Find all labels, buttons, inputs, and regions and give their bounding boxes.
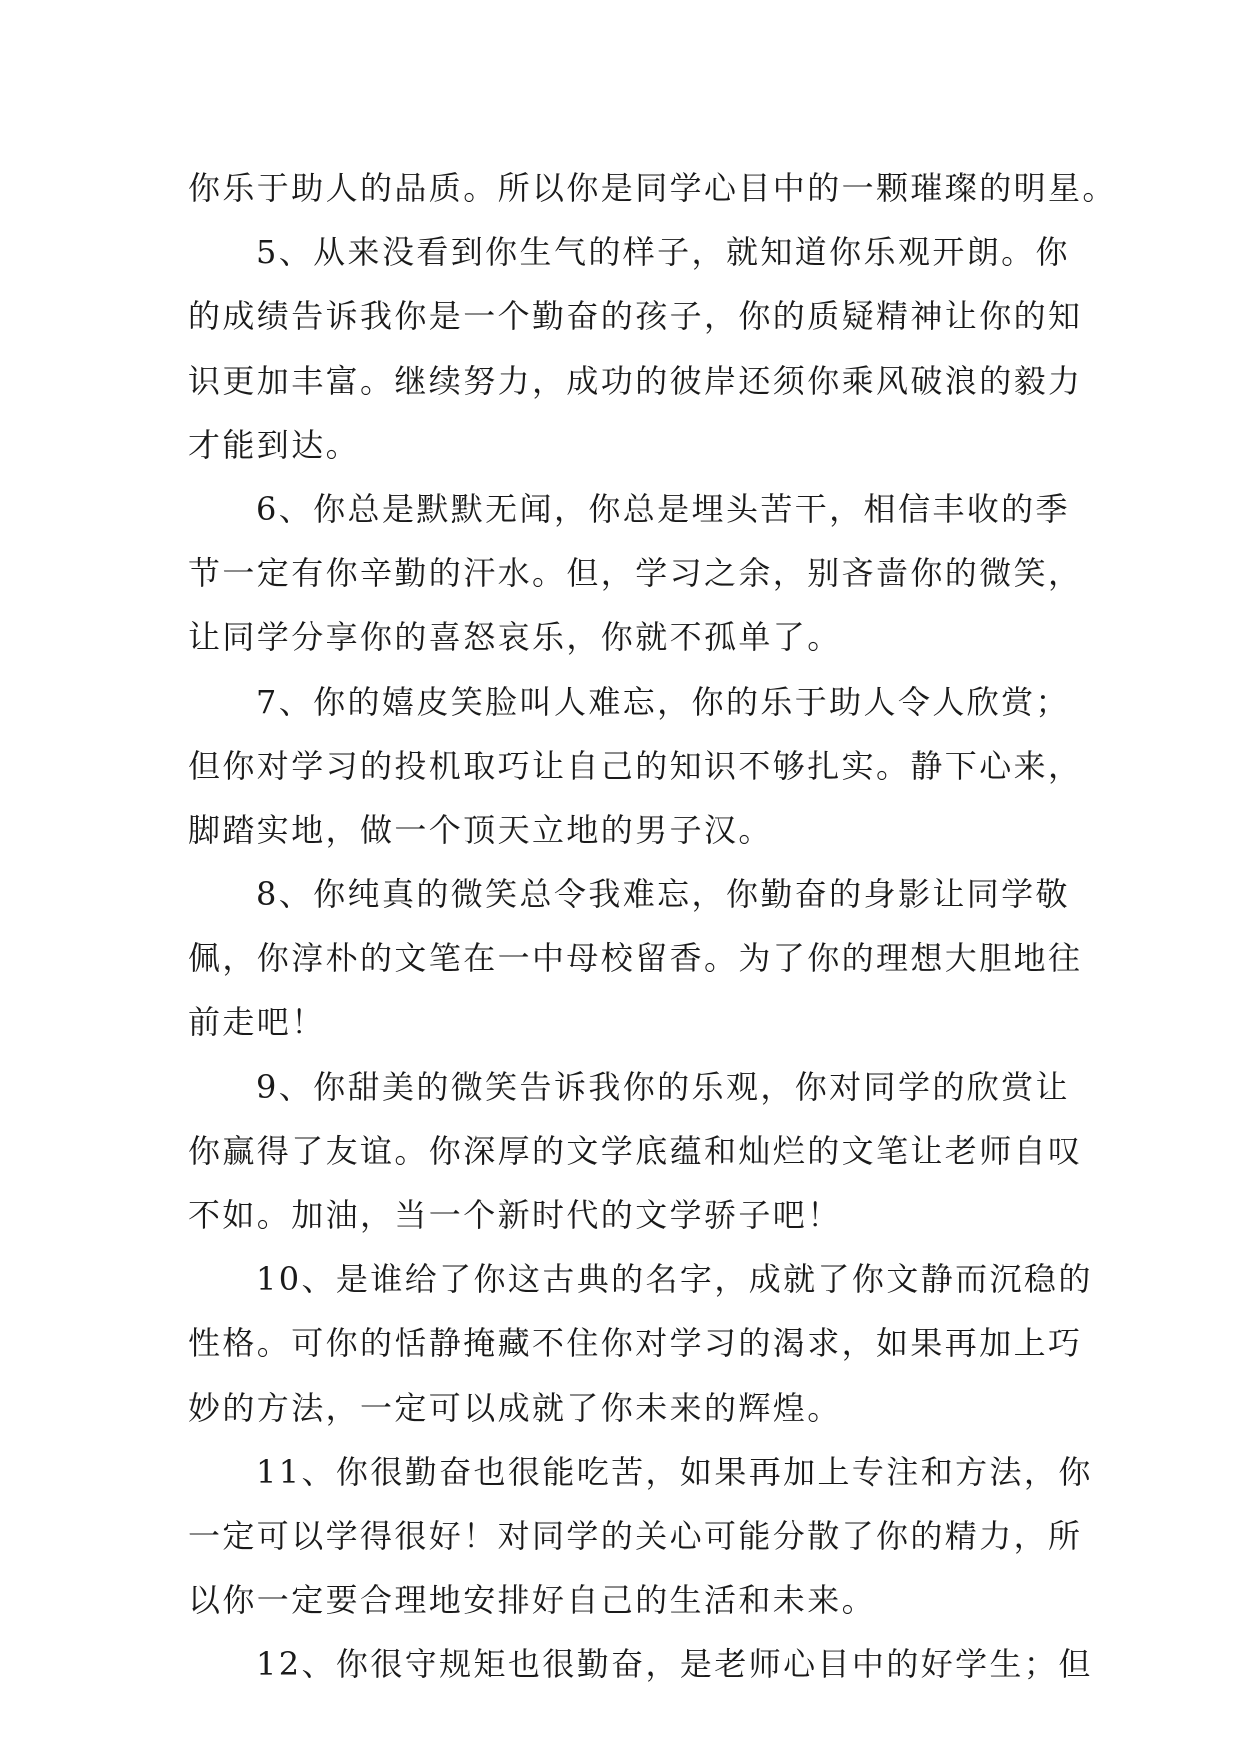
text-line: 不如。加油，当一个新时代的文学骄子吧！ <box>188 1196 842 1234</box>
text-line: 节一定有你辛勤的汗水。但，学习之余，别吝啬你的微笑， <box>188 554 1083 593</box>
text-line: 妙的方法，一定可以成就了你未来的辉煌。 <box>188 1388 842 1427</box>
text-line: 你赢得了友谊。你深厚的文学底蕴和灿烂的文笔让老师自叹 <box>188 1131 1083 1170</box>
text-line: 以你一定要合理地安排好自己的生活和未来。 <box>188 1581 877 1620</box>
text-line: 7、你的嬉皮笑脸叫人难忘，你的乐于助人令人欣赏； <box>256 682 1070 721</box>
text-line: 5、从来没看到你生气的样子，就知道你乐观开朗。你 <box>256 233 1070 272</box>
text-line: 脚踏实地，做一个顶天立地的男子汉。 <box>188 810 773 849</box>
text-line: 6、你总是默默无闻，你总是埋头苦干，相信丰收的季 <box>256 489 1070 528</box>
text-line: 让同学分享你的喜怒哀乐，你就不孤单了。 <box>188 618 842 657</box>
text-line: 佩，你淳朴的文笔在一中母校留香。为了你的理想大胆地往 <box>188 939 1083 978</box>
text-line: 11、你很勤奋也很能吃苦，如果再加上专注和方法，你 <box>256 1452 1093 1491</box>
text-line: 的成绩告诉我你是一个勤奋的孩子，你的质疑精神让你的知 <box>188 297 1083 336</box>
text-line: 但你对学习的投机取巧让自己的知识不够扎实。静下心来， <box>188 746 1083 785</box>
text-line: 性格。可你的恬静掩藏不住你对学习的渴求，如果再加上巧 <box>188 1324 1083 1363</box>
text-line: 10、是谁给了你这古典的名字，成就了你文静而沉稳的 <box>256 1260 1093 1299</box>
text-line: 识更加丰富。继续努力，成功的彼岸还须你乘风破浪的毅力 <box>188 361 1083 400</box>
document-body <box>188 156 1117 1697</box>
text-line: 前走吧！ <box>188 1003 326 1042</box>
text-line: 你乐于助人的品质。所以你是同学心目中的一颗璀璨的明星。 <box>188 169 1117 207</box>
text-line: 一定可以学得很好！对同学的关心可能分散了你的精力，所 <box>188 1516 1083 1555</box>
text-line: 才能到达。 <box>188 425 361 464</box>
text-line: 12、你很守规矩也很勤奋，是老师心目中的好学生；但 <box>256 1645 1093 1684</box>
text-line: 8、你纯真的微笑总令我难忘，你勤奋的身影让同学敬 <box>256 875 1070 914</box>
text-line: 9、你甜美的微笑告诉我你的乐观，你对同学的欣赏让 <box>256 1067 1070 1106</box>
